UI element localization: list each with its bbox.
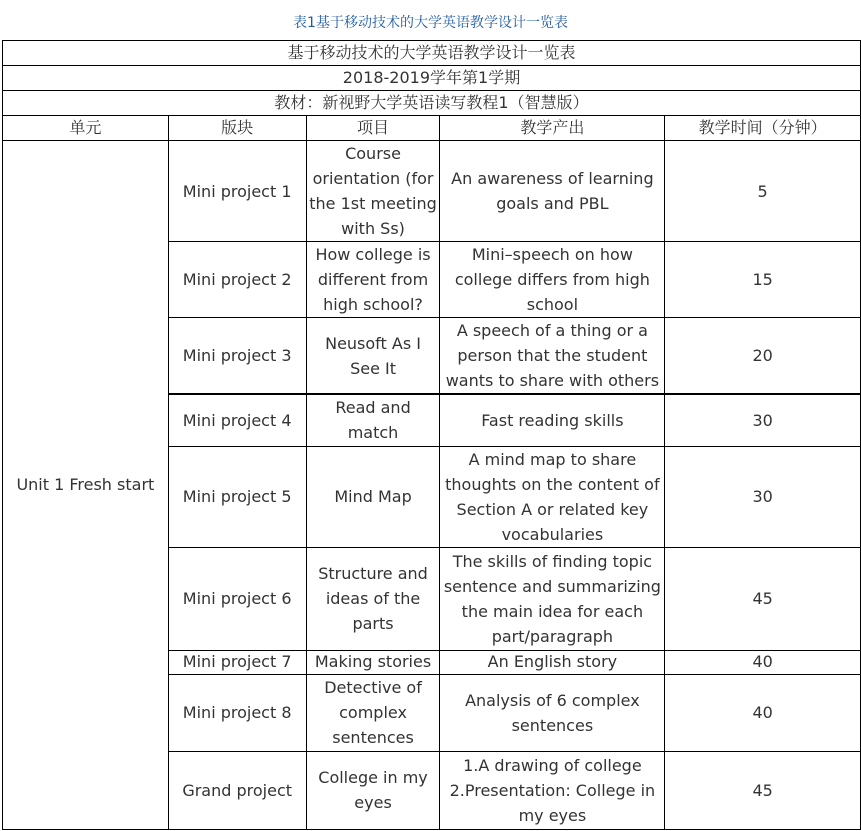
item-cell: Structure and ideas of the parts bbox=[306, 547, 440, 650]
design-table bbox=[2, 40, 861, 830]
output-cell: An English story bbox=[440, 650, 665, 674]
block-cell: Mini project 1 bbox=[168, 141, 306, 242]
output-cell: An awareness of learning goals and PBL bbox=[440, 141, 665, 242]
time-cell: 40 bbox=[665, 650, 861, 674]
output-cell: The skills of finding topic sentence and summarizing the main idea for each part/paragraph bbox=[440, 547, 665, 650]
time-cell: 45 bbox=[665, 547, 861, 650]
block-cell: Mini project 8 bbox=[168, 674, 306, 751]
time-cell: 30 bbox=[665, 446, 861, 547]
output-cell: A speech of a thing or a person that the student wants to share with others bbox=[440, 318, 665, 395]
block-cell: Mini project 7 bbox=[168, 650, 306, 674]
item-cell: Mind Map bbox=[306, 446, 440, 547]
time-cell: 30 bbox=[665, 394, 861, 446]
output-cell: A mind map to share thoughts on the content of Section A or related key vocabularies bbox=[440, 446, 665, 547]
table-row bbox=[3, 141, 861, 242]
time-cell: 15 bbox=[665, 242, 861, 318]
table-title: 基于移动技术的大学英语教学设计一览表 bbox=[3, 41, 861, 66]
output-cell: Fast reading skills bbox=[440, 394, 665, 446]
header-output: 教学产出 bbox=[440, 116, 665, 141]
table-term: 2018-2019学年第1学期 bbox=[3, 66, 861, 91]
time-cell: 45 bbox=[665, 751, 861, 829]
item-cell: Making stories bbox=[306, 650, 440, 674]
unit-cell: Unit 1 Fresh start bbox=[3, 141, 169, 830]
output-cell: 1.A drawing of college 2.Presentation: College in my eyes bbox=[440, 751, 665, 829]
output-cell: Analysis of 6 complex sentences bbox=[440, 674, 665, 751]
block-cell: Mini project 2 bbox=[168, 242, 306, 318]
time-cell: 20 bbox=[665, 318, 861, 395]
item-cell: Detective of complex sentences bbox=[306, 674, 440, 751]
output-cell: Mini–speech on how college differs from high school bbox=[440, 242, 665, 318]
item-cell: Course orientation (for the 1st meeting with Ss) bbox=[306, 141, 440, 242]
table-textbook: 教材：新视野大学英语读写教程1（智慧版） bbox=[3, 91, 861, 116]
block-cell: Mini project 4 bbox=[168, 394, 306, 446]
item-cell: College in my eyes bbox=[306, 751, 440, 829]
header-block: 版块 bbox=[168, 116, 306, 141]
block-cell: Mini project 5 bbox=[168, 446, 306, 547]
time-cell: 5 bbox=[665, 141, 861, 242]
time-cell: 40 bbox=[665, 674, 861, 751]
header-unit: 单元 bbox=[3, 116, 169, 141]
header-item: 项目 bbox=[306, 116, 440, 141]
block-cell: Grand project bbox=[168, 751, 306, 829]
block-cell: Mini project 6 bbox=[168, 547, 306, 650]
item-cell: Neusoft As I See It bbox=[306, 318, 440, 395]
item-cell: Read and match bbox=[306, 394, 440, 446]
item-cell: How college is different from high school? bbox=[306, 242, 440, 318]
block-cell: Mini project 3 bbox=[168, 318, 306, 395]
header-time: 教学时间（分钟） bbox=[665, 116, 861, 141]
table-caption: 表1基于移动技术的大学英语教学设计一览表 bbox=[293, 15, 568, 31]
